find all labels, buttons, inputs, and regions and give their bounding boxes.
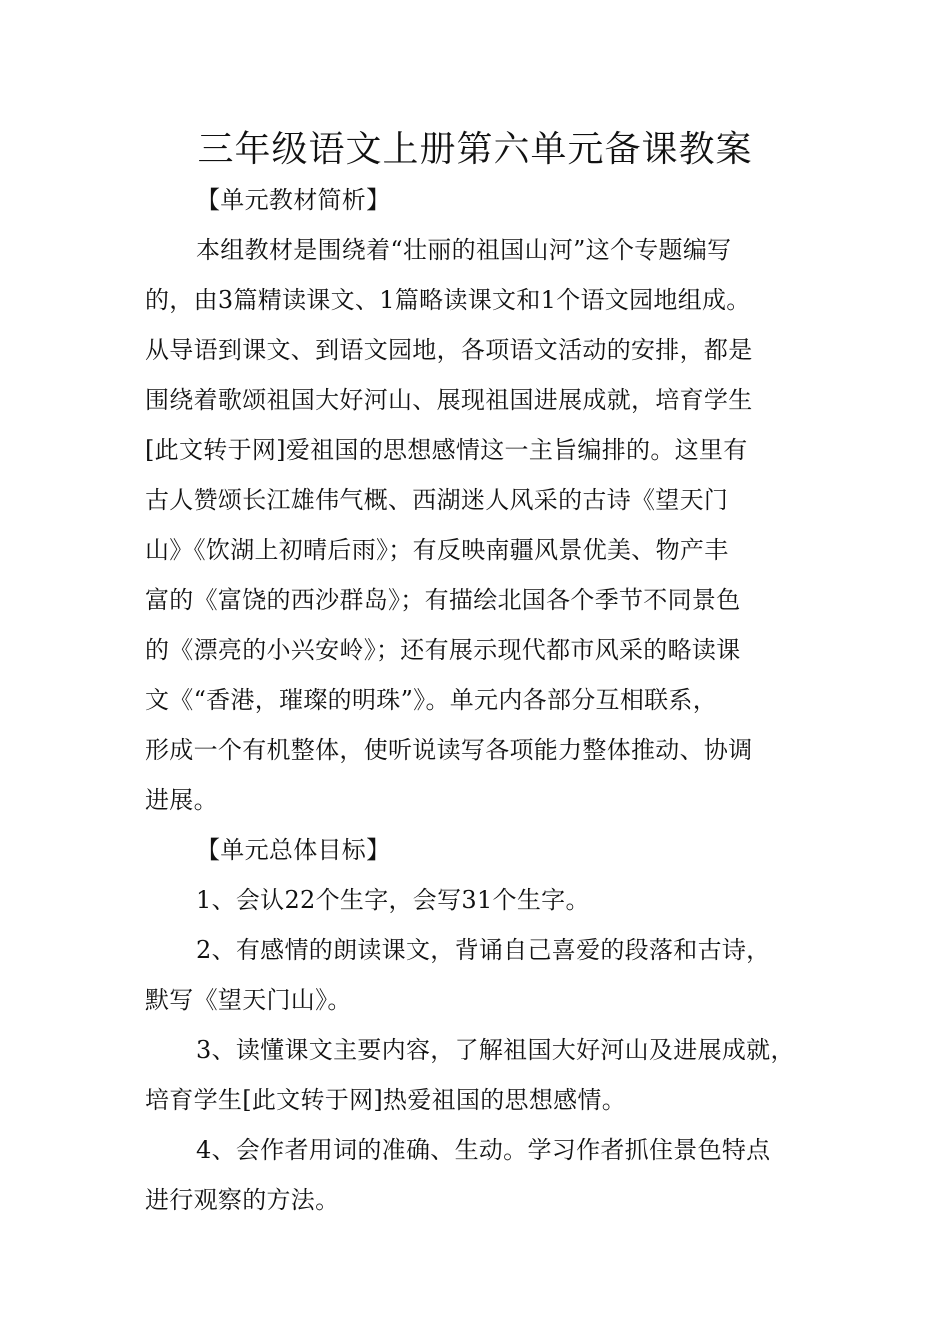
goal-line: 默写《望天门山》。	[145, 986, 352, 1014]
paragraph-line: 本组教材是围绕着“壮丽的祖国山河”这个专题编写	[196, 236, 732, 264]
paragraph-line: [此文转于网]爱祖国的思想感情这一主旨编排的。这里有	[145, 436, 748, 464]
goal-line: 2、有感情的朗读课文，背诵自己喜爱的段落和古诗，	[196, 936, 771, 964]
paragraph-line: 围绕着歌颂祖国大好河山、展现祖国进展成就，培育学生	[145, 386, 753, 414]
section-heading-goals: 【单元总体目标】	[196, 836, 391, 864]
goal-line: 1、会认22个生字，会写31个生字。	[196, 886, 590, 914]
goal-line: 进行观察的方法。	[145, 1186, 340, 1214]
paragraph-line: 古人赞颂长江雄伟气概、西湖迷人风采的古诗《望天门	[145, 486, 729, 514]
goal-line: 培育学生[此文转于网]热爱祖国的思想感情。	[145, 1086, 627, 1114]
paragraph-line: 的，由3篇精读课文、1篇略读课文和1个语文园地组成。	[145, 286, 751, 314]
section-heading-materials: 【单元教材简析】	[196, 186, 391, 214]
paragraph-line: 文《“香港，璀璨的明珠”》。单元内各部分互相联系，	[145, 686, 718, 714]
paragraph-line: 从导语到课文、到语文园地，各项语文活动的安排，都是	[145, 336, 753, 364]
paragraph-line: 形成一个有机整体，使听说读写各项能力整体推动、协调	[145, 736, 753, 764]
paragraph-line: 富的《富饶的西沙群岛》；有描绘北国各个季节不同景色	[145, 586, 741, 614]
paragraph-line: 的《漂亮的小兴安岭》；还有展示现代都市风采的略读课	[145, 636, 741, 664]
paragraph-line: 进展。	[145, 786, 218, 814]
paragraph-line: 山》《饮湖上初晴后雨》；有反映南疆风景优美、物产丰	[145, 536, 729, 564]
goal-line: 3、读懂课文主要内容，了解祖国大好河山及进展成就，	[196, 1036, 795, 1064]
goal-line: 4、会作者用词的准确、生动。学习作者抓住景色特点	[196, 1136, 771, 1164]
document-title: 三年级语文上册第六单元备课教案	[197, 129, 753, 170]
